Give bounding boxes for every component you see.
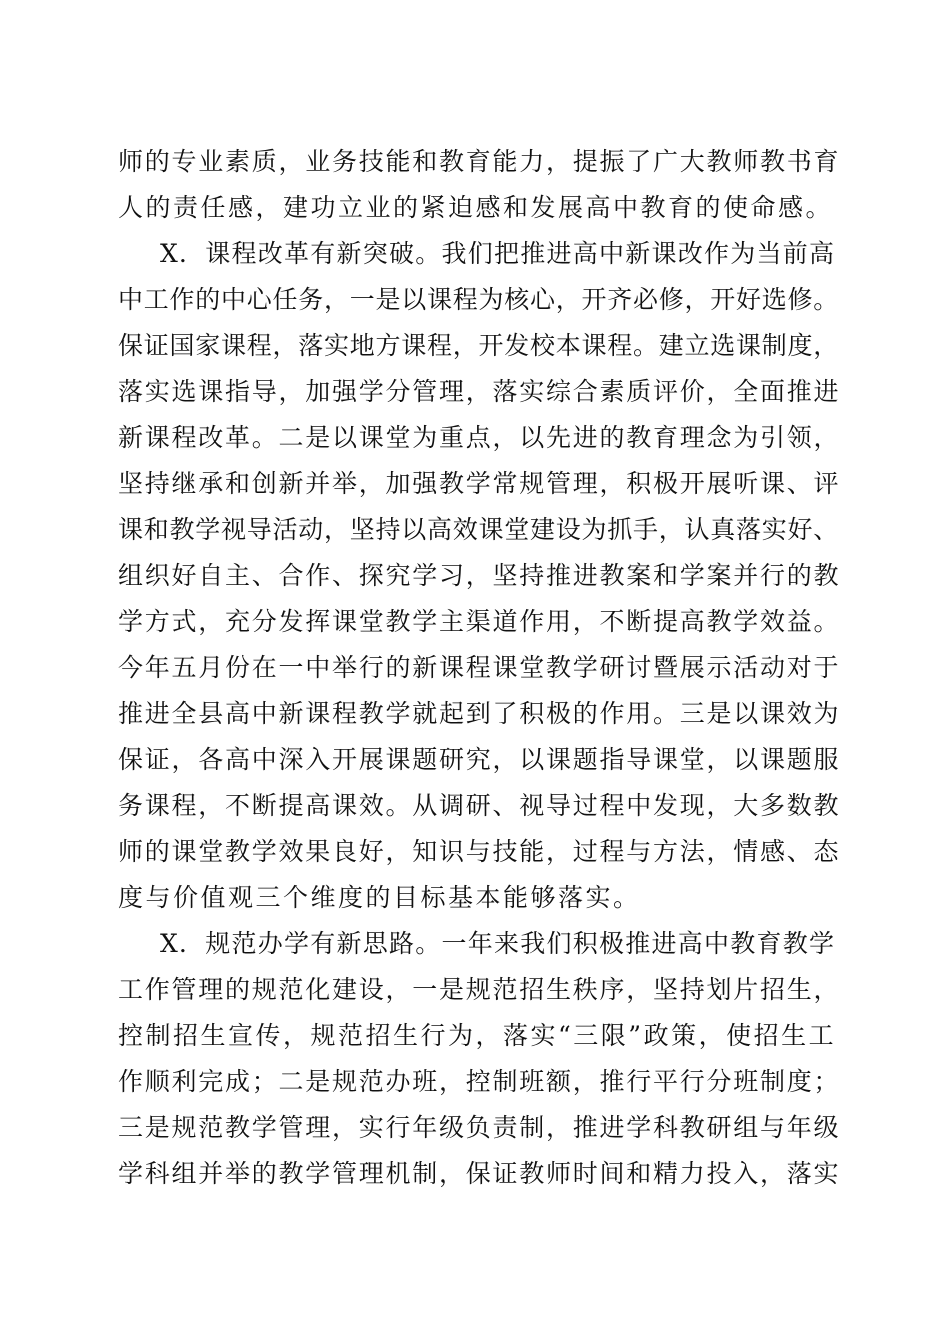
- text-line: 务课程，不断提高课效。从调研、视导过程中发现，大多数教: [118, 791, 841, 820]
- text-line: 今年五月份在一中举行的新课程课堂教学研讨暨展示活动对于: [118, 653, 841, 682]
- text-line: 三是规范教学管理，实行年级负责制，推进学科教研组与年级: [118, 1113, 841, 1142]
- text-line: 组织好自主、合作、探究学习，坚持推进教案和学案并行的教: [118, 561, 841, 590]
- text-line: 保证，各高中深入开展课题研究，以课题指导课堂，以课题服: [118, 745, 841, 774]
- text-line: 师的专业素质，业务技能和教育能力，提振了广大教师教书育: [118, 147, 841, 176]
- text-line: 中工作的中心任务，一是以课程为核心，开齐必修，开好选修。: [118, 285, 840, 314]
- paragraph-heading-line: X．规范办学有新思路。一年来我们积极推进高中教育教学: [160, 929, 836, 958]
- text-line: 学方式，充分发挥课堂教学主渠道作用，不断提高教学效益。: [118, 607, 841, 636]
- text-line: 保证国家课程，落实地方课程，开发校本课程。建立选课制度，: [118, 331, 840, 360]
- text-line: 学科组并举的教学管理机制，保证教师时间和精力投入，落实: [118, 1159, 841, 1188]
- text-line: 课和教学视导活动，坚持以高效课堂建设为抓手，认真落实好、: [118, 515, 840, 544]
- paragraph-heading-line: X．课程改革有新突破。我们把推进高中新课改作为当前高: [160, 239, 836, 268]
- text-line: 新课程改革。二是以课堂为重点，以先进的教育理念为引领，: [118, 423, 841, 452]
- text-line: 人的责任感，建功立业的紧迫感和发展高中教育的使命感。: [118, 193, 834, 222]
- text-line: 度与价值观三个维度的目标基本能够落实。: [118, 883, 641, 912]
- body-text: [118, 139, 841, 1197]
- text-line: 师的课堂教学效果良好，知识与技能，过程与方法，情感、态: [118, 837, 841, 866]
- text-line: 坚持继承和创新并举，加强教学常规管理，积极开展听课、评: [118, 469, 841, 498]
- text-line: 控制招生宣传，规范招生行为，落实“三限”政策，使招生工: [118, 1021, 837, 1050]
- text-line: 落实选课指导，加强学分管理，落实综合素质评价，全面推进: [118, 377, 841, 406]
- text-line: 工作管理的规范化建设，一是规范招生秩序，坚持划片招生，: [118, 975, 841, 1004]
- text-line: 作顺利完成；二是规范办班，控制班额，推行平行分班制度；: [118, 1067, 841, 1096]
- text-line: 推进全县高中新课程教学就起到了积极的作用。三是以课效为: [118, 699, 841, 728]
